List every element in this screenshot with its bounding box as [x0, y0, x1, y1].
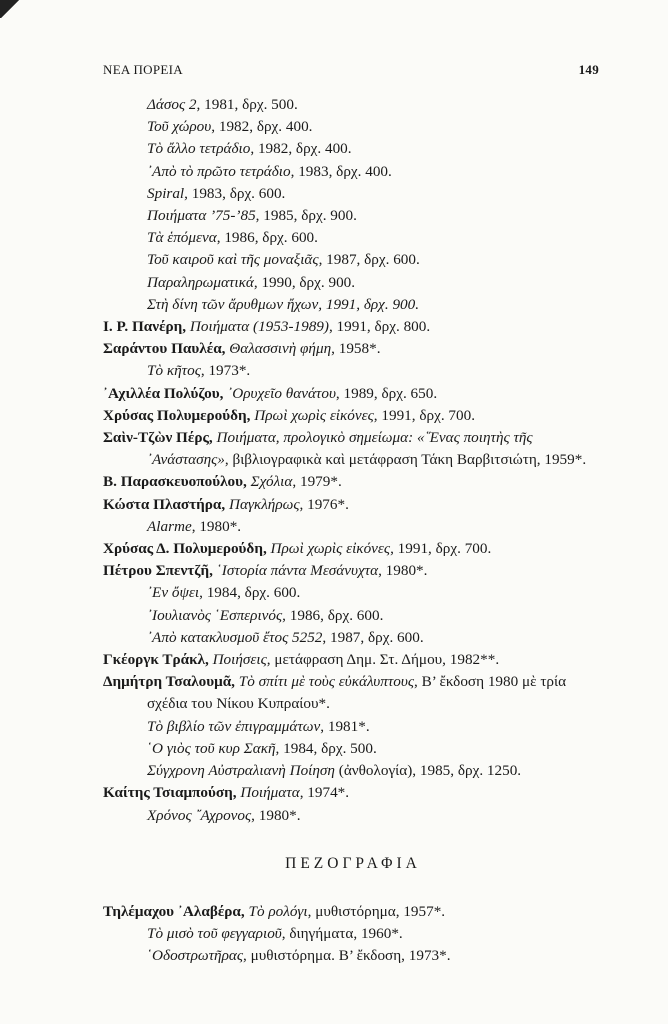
entry-title: Παραληρωματικά: [147, 273, 254, 291]
entry-title: Σύγχρονη Αὐστραλιανὴ Ποίηση: [147, 762, 335, 780]
entry-title: Θαλασσινὴ φήμη: [225, 340, 332, 358]
entry-details: , 1974*.: [299, 784, 350, 802]
scan-edge-mark: [0, 0, 24, 18]
bibliography-entry: [103, 782, 603, 804]
bibliography-entry: [103, 760, 603, 782]
entry-title: Τὸ ρολόγι: [244, 902, 308, 920]
bibliography-entry: [103, 405, 603, 427]
entry-details: , 1979*.: [292, 473, 342, 491]
bibliography-entry: [103, 945, 603, 967]
entry-details: , 1973*.: [200, 362, 251, 380]
entry-title: Δάσος 2: [147, 96, 197, 113]
bibliography-entry: [103, 923, 603, 945]
bibliography-entry: [103, 671, 603, 715]
entry-details: , μετάφραση Δημ. Στ. Δήμου, 1982**.: [266, 651, 500, 669]
entry-title: Στὴ δίνη τῶν ἄρυθμων ἤχων, 1991, δρχ. 900.: [147, 295, 420, 313]
entry-author: Χρύσας Δ. Πολυμερούδη,: [103, 540, 267, 558]
entry-details: , 1991, δρχ. 700.: [390, 540, 492, 558]
entry-title: Τοῦ χώρου: [147, 118, 212, 136]
entry-author: Τηλέμαχου ᾿Αλαβέρα,: [103, 902, 245, 920]
bibliography-entry: [103, 627, 603, 649]
entry-details: , 1986, δρχ. 600.: [282, 606, 384, 624]
entry-details: , 1982, δρχ. 400.: [250, 140, 352, 158]
bibliography-entry: [103, 94, 603, 116]
bibliography-entry: [103, 605, 603, 627]
entry-author: Δημήτρη Τσαλουμᾶ,: [103, 673, 235, 691]
entry-title: ῾Ιστορία πάντα Μεσάνυχτα: [212, 562, 379, 580]
entry-title: Τοῦ καιροῦ καὶ τῆς μοναξιᾶς: [147, 251, 319, 269]
entry-details: , 1976*.: [299, 495, 349, 513]
entry-details: , 1981, δρχ. 500.: [196, 96, 298, 113]
bibliography-entry: [103, 249, 603, 271]
bibliography-entry: [103, 494, 603, 516]
entry-title: ῾Ο γιὸς τοῦ κυρ Σακῆ: [147, 739, 276, 757]
prose-list: [103, 901, 603, 968]
entry-title: Παγκλήρως: [225, 495, 300, 513]
entry-author: ᾿Αχιλλέα Πολύζου,: [103, 384, 224, 402]
bibliography-entry: [103, 516, 603, 538]
poetry-list: [103, 94, 603, 827]
entry-title: Ποιήσεις: [208, 651, 267, 669]
entry-title: Τὸ σπίτι μὲ τοὺς εὐκάλυπτους: [234, 673, 415, 691]
entry-title: Πρωὶ χωρὶς εἰκόνες: [266, 540, 391, 558]
entry-details: , Β’ ἔκδοση 1980 μὲ τρία σχέδια του Νίκου Κυπραίου*.: [147, 673, 567, 713]
entry-title: Πρωὶ χωρὶς εἰκόνες: [250, 406, 374, 424]
entry-details: , 1991, δρχ. 700.: [373, 406, 476, 424]
entry-details: , διηγήματα, 1960*.: [281, 924, 403, 942]
entry-title: Χρόνος ῎Αχρονος: [147, 806, 252, 824]
entry-title: ᾿Εν ὄψει: [147, 584, 200, 602]
entry-details: , 1984, δρχ. 600.: [199, 584, 301, 602]
bibliography-entry: [103, 560, 603, 582]
entry-title: Spiral: [147, 184, 185, 202]
bibliography-entry: [103, 360, 603, 382]
entry-details: , 1989, δρχ. 650.: [335, 384, 438, 402]
entry-details: , 1982, δρχ. 400.: [211, 118, 313, 136]
entry-author: Πέτρου Σπεντζῆ,: [103, 562, 213, 580]
entry-title: ᾿Ορυχεῖο θανάτου: [223, 384, 336, 402]
entry-details: , 1986, δρχ. 600.: [216, 229, 318, 247]
entry-details: , 1980*.: [251, 806, 301, 824]
entry-details: , 1984, δρχ. 500.: [275, 739, 377, 757]
entry-details: , μυθιστόρημα. Β’ ἔκδοση, 1973*.: [243, 947, 451, 965]
bibliography-entry: [103, 427, 603, 471]
entry-author: Γκέοργκ Τράκλ,: [103, 651, 209, 669]
bibliography-body: [103, 94, 603, 967]
entry-author: Χρύσας Πολυμερούδη,: [103, 406, 251, 424]
entry-author: Καίτης Τσιαμπούση,: [103, 784, 237, 802]
journal-title: ΝΕΑ ΠΟΡΕΙΑ: [103, 62, 183, 77]
entry-details: , 1980*.: [191, 517, 242, 535]
page-number: 149: [578, 62, 599, 77]
entry-details: , 1987, δρχ. 600.: [318, 251, 420, 269]
bibliography-entry: [103, 227, 603, 249]
bibliography-entry: [103, 161, 603, 183]
bibliography-entry: [103, 116, 603, 138]
entry-details: , 1980*.: [378, 562, 428, 580]
entry-title: ᾿Απὸ κατακλυσμοῦ ἔτος 5252: [147, 628, 323, 646]
entry-title: Σχόλια: [246, 473, 293, 491]
entry-title: Τὸ κῆτος: [147, 362, 201, 380]
entry-details: , 1983, δρχ. 600.: [184, 184, 286, 202]
entry-title: Τὸ μισὸ τοῦ φεγγαριοῦ: [147, 924, 282, 942]
entry-author: Σαὶν-Τζὼν Πέρς,: [103, 429, 213, 447]
entry-title: Τὰ ἑπόμενα: [147, 229, 217, 247]
entry-author: Ι. Ρ. Πανέρη,: [103, 318, 187, 336]
bibliography-entry: [103, 183, 603, 205]
entry-author: Σαράντου Παυλέα,: [103, 340, 226, 358]
entry-details: , μυθιστόρημα, 1957*.: [307, 902, 446, 920]
entry-details: , 1991, δρχ. 800.: [328, 318, 431, 336]
entry-details: , 1981*.: [320, 717, 370, 735]
bibliography-entry: [103, 649, 603, 671]
bibliography-entry: [103, 205, 603, 227]
entry-title: Ποιήματα (1953-1989): [186, 318, 329, 336]
bibliography-entry: [103, 316, 603, 338]
bibliography-entry: [103, 294, 603, 316]
entry-details: , 1958*.: [331, 340, 381, 358]
running-header: [103, 62, 599, 82]
entry-details: (ἀνθολογία), 1985, δρχ. 1250.: [334, 762, 522, 780]
entry-title: Ποιήματα ’75-’85: [147, 207, 256, 225]
entry-author: Κώστα Πλαστήρα,: [103, 495, 226, 513]
bibliography-entry: [103, 582, 603, 604]
entry-title: Ποιήματα, προλογικὸ σημείωμα: «῞Ενας ποιητὴς τῆς ᾿Ανάστασης»: [147, 429, 533, 469]
bibliography-entry: [103, 471, 603, 493]
bibliography-entry: [103, 138, 603, 160]
entry-title: Alarme: [147, 517, 192, 535]
section-heading: ΠΕΖΟΓΡΑΦΙΑ: [285, 854, 421, 872]
entry-title: Τὸ ἄλλο τετράδιο: [147, 140, 251, 158]
entry-details: , 1985, δρχ. 900.: [255, 207, 357, 225]
bibliography-entry: [103, 738, 603, 760]
entry-details: , 1990, δρχ. 900.: [253, 273, 356, 291]
bibliography-entry: [103, 805, 603, 827]
bibliography-entry: [103, 272, 603, 294]
entry-title: Τὸ βιβλίο τῶν ἐπιγραμμάτων: [147, 717, 321, 735]
entry-title: Ποιήματα: [236, 784, 300, 802]
entry-title: ᾿Απὸ τὸ πρῶτο τετράδιο: [147, 162, 291, 180]
bibliography-entry: [103, 538, 603, 560]
entry-author: Β. Παρασκευοπούλου,: [103, 473, 247, 491]
bibliography-entry: [103, 901, 603, 923]
entry-title: ῾Οδοστρωτῆρας: [147, 947, 244, 965]
entry-details: , βιβλιογραφικὰ καὶ μετάφραση Τάκη Βαρβιτσιώτη, 1959*.: [224, 451, 587, 469]
entry-details: , 1983, δρχ. 400.: [290, 162, 392, 180]
entry-details: , 1987, δρχ. 600.: [322, 628, 424, 646]
bibliography-entry: [103, 338, 603, 360]
entry-title: ᾿Ιουλιανὸς ῾Εσπερινός: [147, 606, 283, 624]
bibliography-entry: [103, 383, 603, 405]
bibliography-entry: [103, 716, 603, 738]
